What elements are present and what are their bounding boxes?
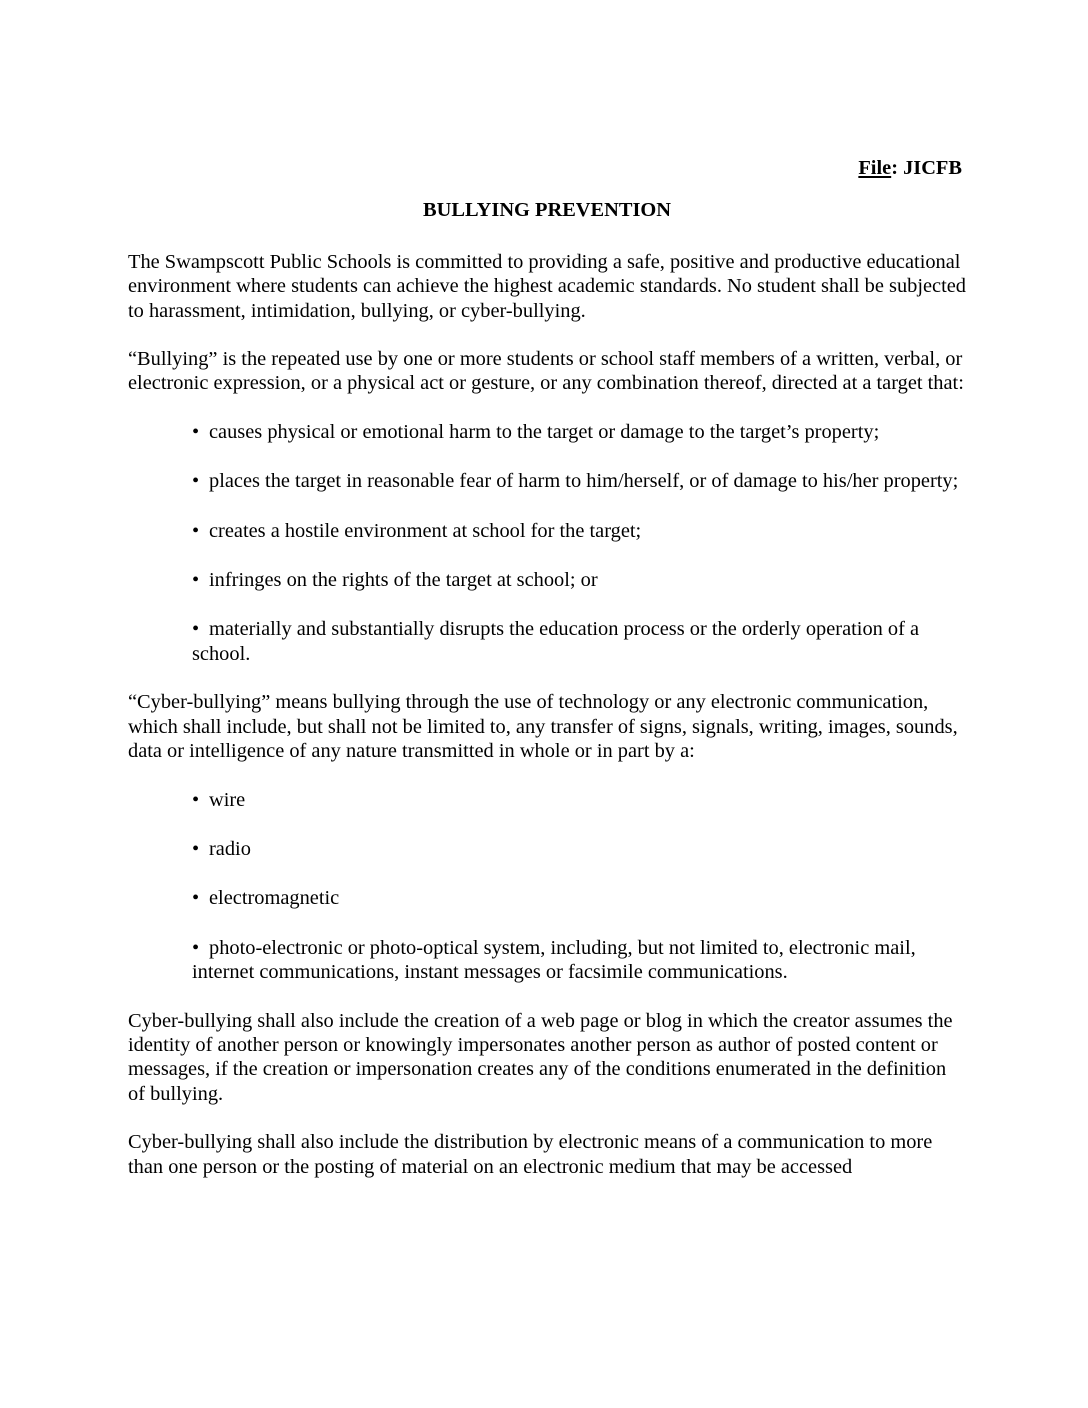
list-item-text: causes physical or emotional harm to the target or damage to the target’s property;: [209, 420, 880, 443]
transmission-means-list: [128, 788, 966, 985]
cyber-bullying-definition-paragraph: “Cyber-bullying” means bullying through the use of technology or any electronic communication, which shall include, but shall not be limited to, any transfer of signs, signals, writing, images, sounds, data or intelligence of any nature transmitted in whole or in part by a:: [128, 691, 958, 763]
intro-paragraph: The Swampscott Public Schools is committed to providing a safe, positive and productive educational environment where students can achieve the highest academic standards. No student shall be subjected to harassment, intimidation, bullying, or cyber-bullying.: [128, 250, 967, 322]
bullet-icon: •: [192, 788, 200, 811]
list-item-text: photo-electronic or photo-optical system, including, but not limited to, electronic mail, internet communications, instant messages or facsimile communications.: [192, 936, 916, 984]
list-item: [192, 469, 966, 493]
bullying-definition-paragraph: “Bullying” is the repeated use by one or more students or school staff members of a written, verbal, or electronic expression, or a physical act or gesture, or any combination thereof, directed at a target that:: [128, 348, 964, 395]
list-item-text: electromagnetic: [209, 887, 340, 910]
list-item: [192, 617, 966, 666]
document-body: [128, 156, 966, 1203]
bullet-icon: •: [192, 887, 200, 910]
cyber-distribution-paragraph: Cyber-bullying shall also include the distribution by electronic means of a communication to more than one person or the posting of material on an electronic medium that may be accessed: [128, 1131, 933, 1178]
list-item: [192, 568, 966, 592]
list-item-text: radio: [209, 837, 251, 860]
list-item-text: materially and substantially disrupts the education process or the orderly operation of a school.: [192, 618, 920, 665]
list-item: [192, 837, 966, 861]
bullying-criteria-list: [128, 420, 966, 666]
file-label: File: [858, 157, 892, 179]
list-item-text: infringes on the rights of the target at school; or: [209, 569, 598, 592]
bullet-icon: •: [192, 519, 200, 542]
file-reference: [128, 156, 966, 180]
bullet-icon: •: [192, 470, 200, 493]
list-item: [192, 519, 966, 543]
bullet-icon: •: [192, 837, 200, 860]
file-code: : JICFB: [891, 157, 962, 179]
cyber-web-page-paragraph: Cyber-bullying shall also include the creation of a web page or blog in which the creator assumes the identity of another person or knowingly impersonates another person as author of posted content or messages, if the creation or impersonation creates any of the conditions enumerated in the definition of bullying.: [128, 1009, 953, 1105]
bullet-icon: •: [192, 569, 200, 592]
bullet-icon: •: [192, 936, 200, 959]
list-item-text: places the target in reasonable fear of harm to him/herself, or of damage to his/her property;: [209, 470, 959, 493]
document-title: BULLYING PREVENTION: [423, 199, 671, 222]
list-item: [192, 788, 966, 812]
list-item: [192, 886, 966, 910]
list-item-text: creates a hostile environment at school for the target;: [209, 519, 642, 542]
list-item: [192, 936, 966, 985]
bullet-icon: •: [192, 618, 200, 641]
list-item-text: wire: [209, 788, 246, 811]
list-item: [192, 420, 966, 444]
bullet-icon: •: [192, 420, 200, 443]
